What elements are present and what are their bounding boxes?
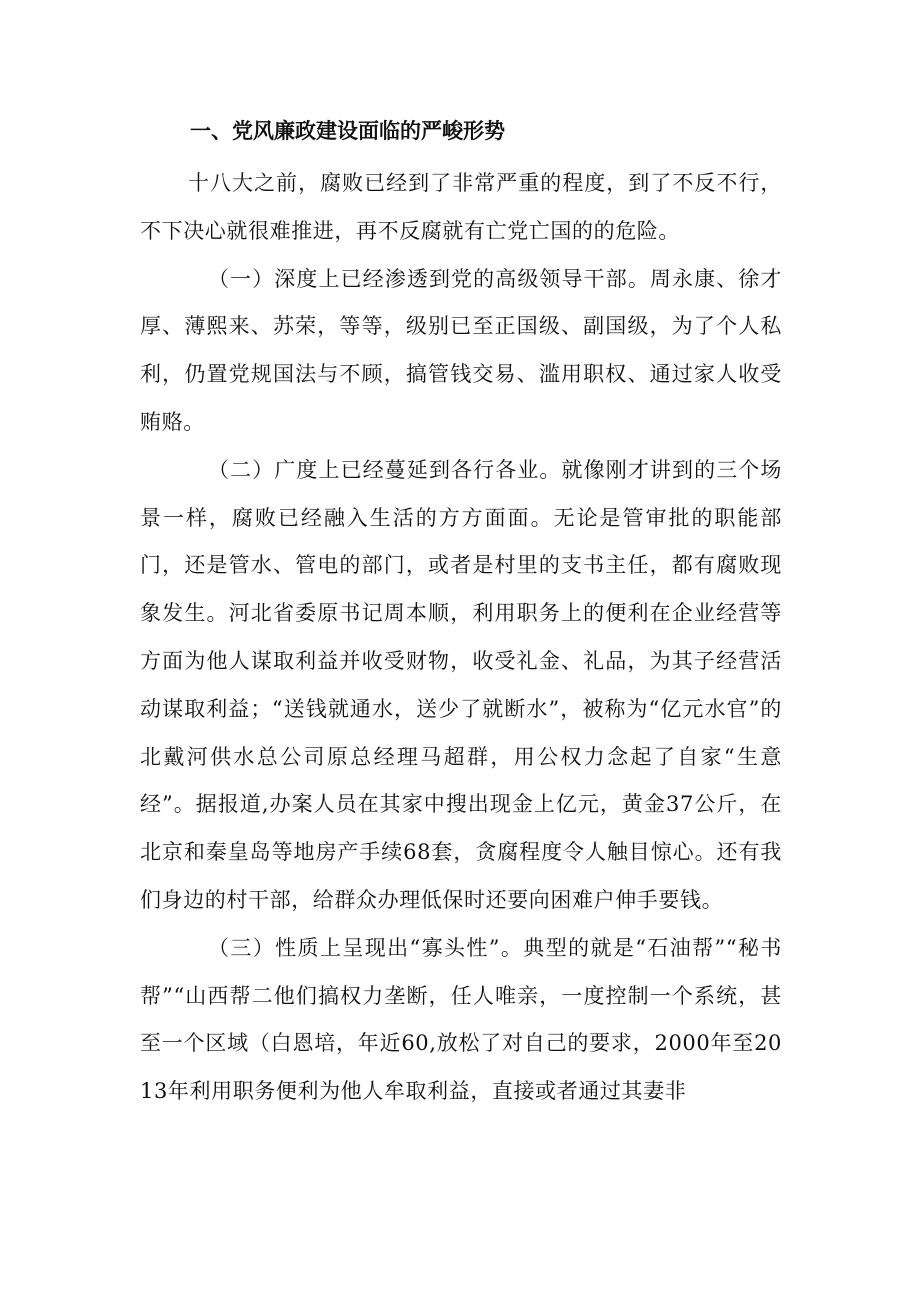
subsection-1-paragraph: （一）深度上已经渗透到党的高级领导干部。周永康、徐才厚、薄熙来、苏荣，等等，级别已至正国级、副国级，为了个人私利，仍置党规国法与不顾，搞管钱交易、滥用职权、通过家人收受贿赂。 (140, 266, 782, 434)
intro-paragraph: 十八大之前，腐败已经到了非常严重的程度，到了不反不行，不下决心就很难推进，再不反腐就有亡党亡国的的危险。 (140, 171, 782, 243)
subsection-3-paragraph: （三）性质上呈现出“寡头性”。典型的就是“石油帮”“秘书帮”“山西帮二他们搞权力垄断，任人唯亲，一度控制一个系统，甚至一个区域（白恩培，年近60,放松了对自己的要求，2000年至2013年利用职务便利为他人牟取利益，直接或者通过其妻非 (140, 935, 782, 1104)
document-body (140, 160, 782, 1116)
subsection-2-paragraph: （二）广度上已经蔓延到各行各业。就像刚才讲到的三个场景一样，腐败已经融入生活的方方面面。无论是管审批的职能部门，还是管水、管电的部门，或者是村里的支书主任，都有腐败现象发生。河北省委原书记周本顺，利用职务上的便利在企业经营等方面为他人谋取利益并收受财物，收受礼金、礼品，为其子经营活动谋取利益；“送钱就通水，送少了就断水”，被称为“亿元水官”的北戴河供水总公司原总经理马超群，用公权力念起了自家“生意经”。据报道,办案人员在其家中搜出现金上亿元，黄金37公斤，在北京和秦皇岛等地房产手续68套，贪腐程度令人触目惊心。还有我们身边的村干部，给群众办理低保时还要向困难户伸手要钱。 (140, 457, 782, 912)
section-heading: 一、党风廉政建设面临的严峻形势 (190, 119, 505, 143)
